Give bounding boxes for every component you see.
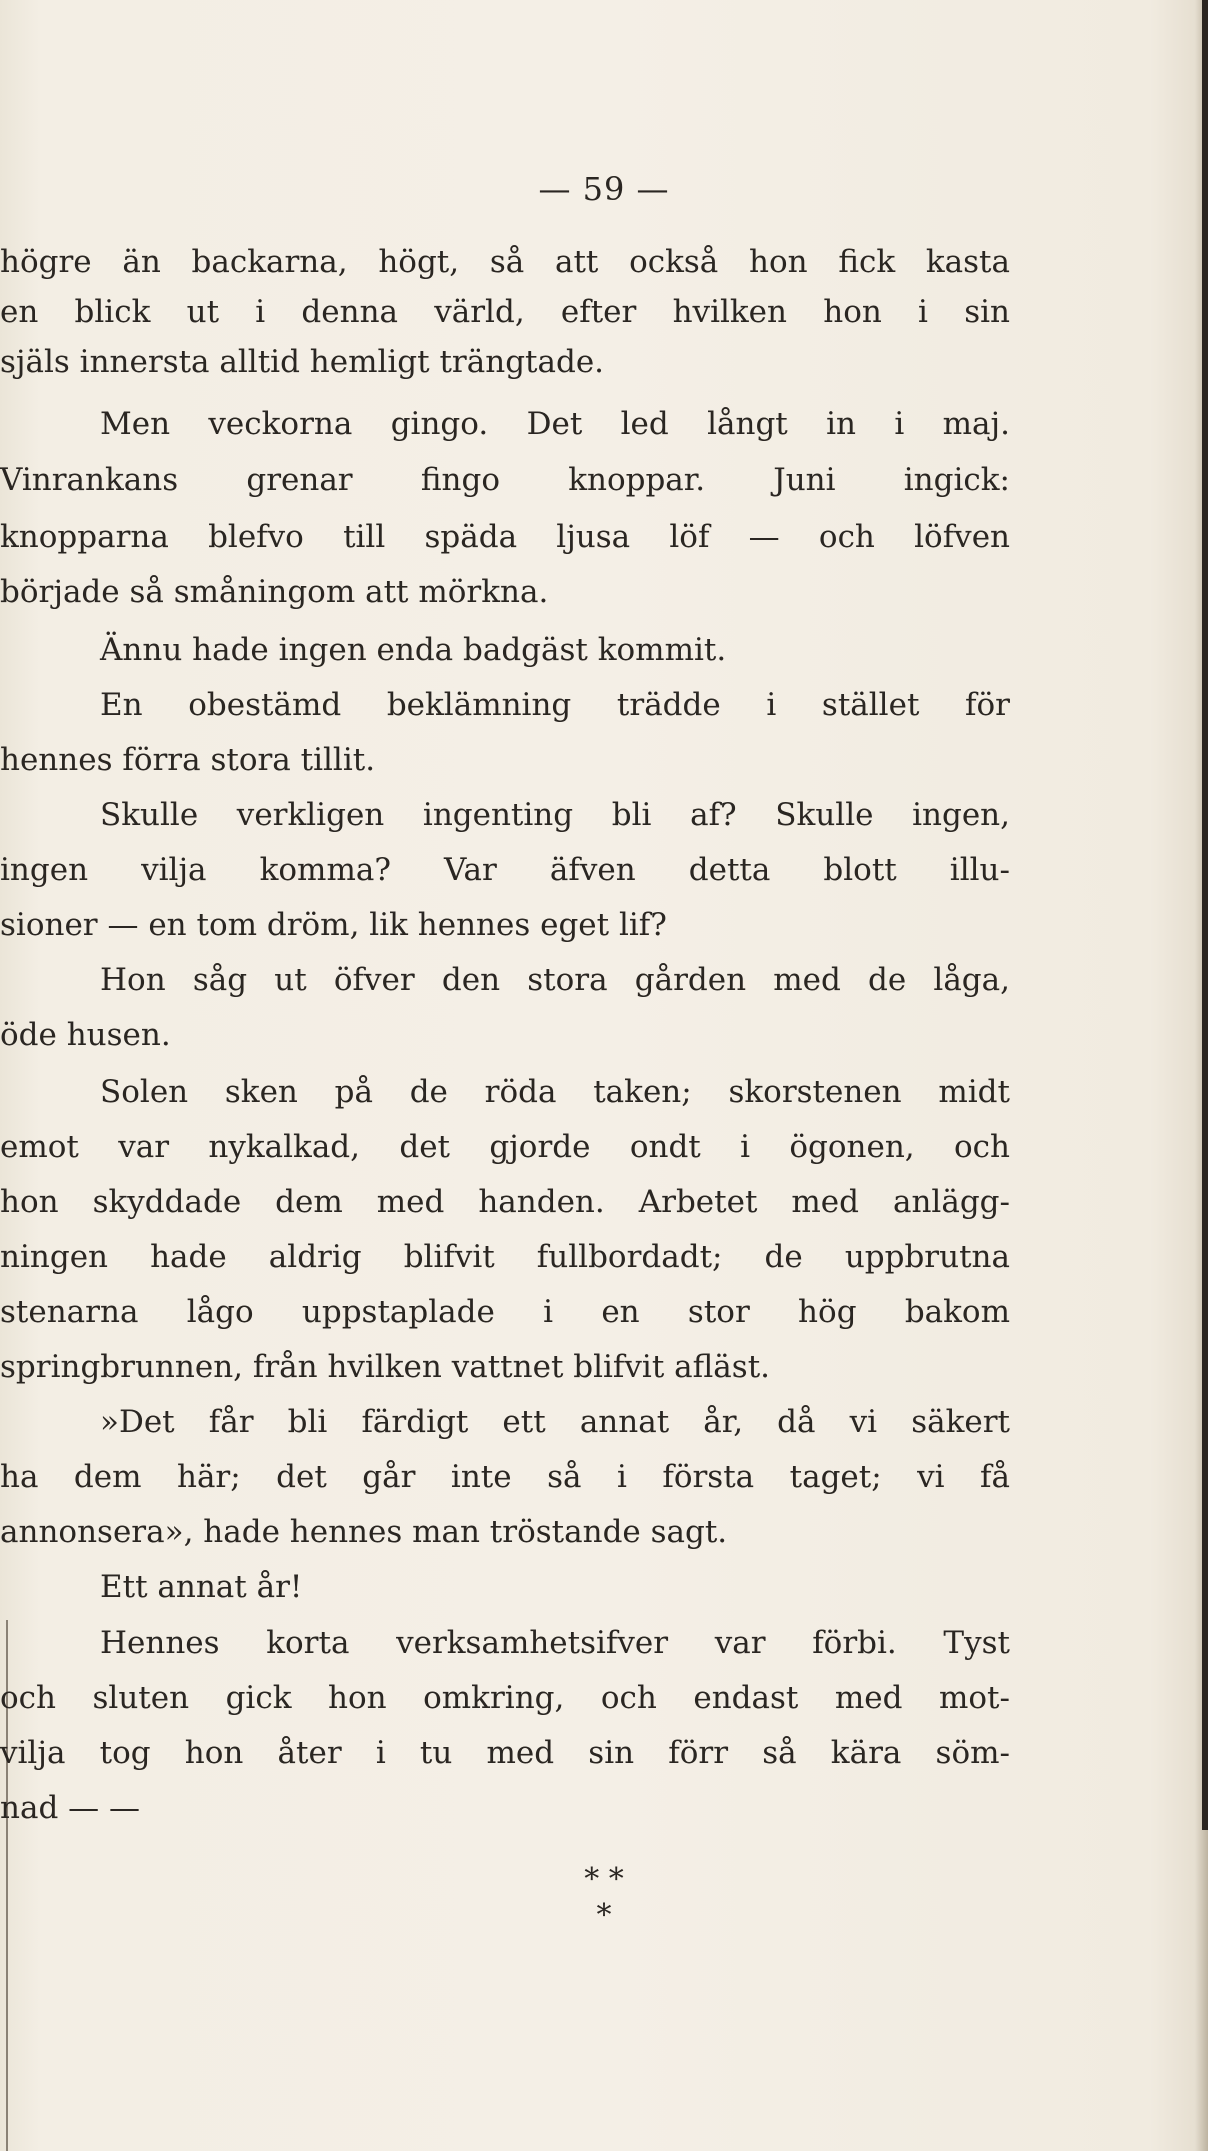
text-line: nad — — (0, 1790, 140, 1826)
text-line: annonsera», hade hennes man tröstande sagt. (0, 1514, 728, 1550)
section-break-asterisks-top: * * (584, 1862, 624, 1897)
text-line: Hennes korta verksamhetsifver var förbi. Tyst (100, 1625, 1010, 1661)
text-line: ha dem här; det går inte så i första taget; vi få (0, 1459, 1010, 1495)
text-line: Ännu hade ingen enda badgäst kommit. (100, 632, 727, 668)
text-line: öde husen. (0, 1017, 171, 1053)
page-edge-shadow (1202, 0, 1208, 1830)
text-line: Skulle verkligen ingenting bli af? Skulle ingen, (100, 797, 1010, 833)
text-line: stenarna lågo uppstaplade i en stor hög bakom (0, 1294, 1010, 1330)
text-line: började så småningom att mörkna. (0, 574, 549, 610)
text-line: springbrunnen, från hvilken vattnet blifvit afläst. (0, 1349, 771, 1385)
text-line: ingen vilja komma? Var äfven detta blott illu- (0, 852, 1010, 888)
text-line: Hon såg ut öfver den stora gården med de låga, (100, 962, 1010, 998)
text-line: knopparna blefvo till späda ljusa löf — och löfven (0, 519, 1010, 555)
text-line: Solen sken på de röda taken; skorstenen midt (100, 1074, 1010, 1110)
text-line: sioner — en tom dröm, lik hennes eget lif? (0, 907, 667, 943)
text-line: hennes förra stora tillit. (0, 742, 376, 778)
text-line: emot var nykalkad, det gjorde ondt i ögonen, och (0, 1129, 1010, 1165)
text-line: och sluten gick hon omkring, och endast med mot- (0, 1680, 1010, 1716)
section-break-asterisk-bottom: * (596, 1898, 612, 1933)
text-line: en blick ut i denna värld, efter hvilken hon i sin (0, 294, 1010, 330)
text-line: Vinrankans grenar fingo knoppar. Juni ingick: (0, 462, 1010, 498)
text-line: hon skyddade dem med handen. Arbetet med anlägg- (0, 1184, 1010, 1220)
text-line: En obestämd beklämning trädde i stället för (100, 687, 1010, 723)
page-number: — 59 — (538, 170, 670, 208)
text-line: högre än backarna, högt, så att också hon fick kasta (0, 244, 1010, 280)
text-line: »Det får bli färdigt ett annat år, då vi säkert (100, 1404, 1010, 1440)
text-line: själs innersta alltid hemligt trängtade. (0, 344, 605, 380)
text-line: Ett annat år! (100, 1569, 303, 1605)
text-line: ningen hade aldrig blifvit fullbordadt; de uppbrutna (0, 1239, 1010, 1275)
text-line: Men veckorna gingo. Det led långt in i maj. (100, 406, 1010, 442)
text-line: vilja tog hon åter i tu med sin förr så kära söm- (0, 1735, 1010, 1771)
